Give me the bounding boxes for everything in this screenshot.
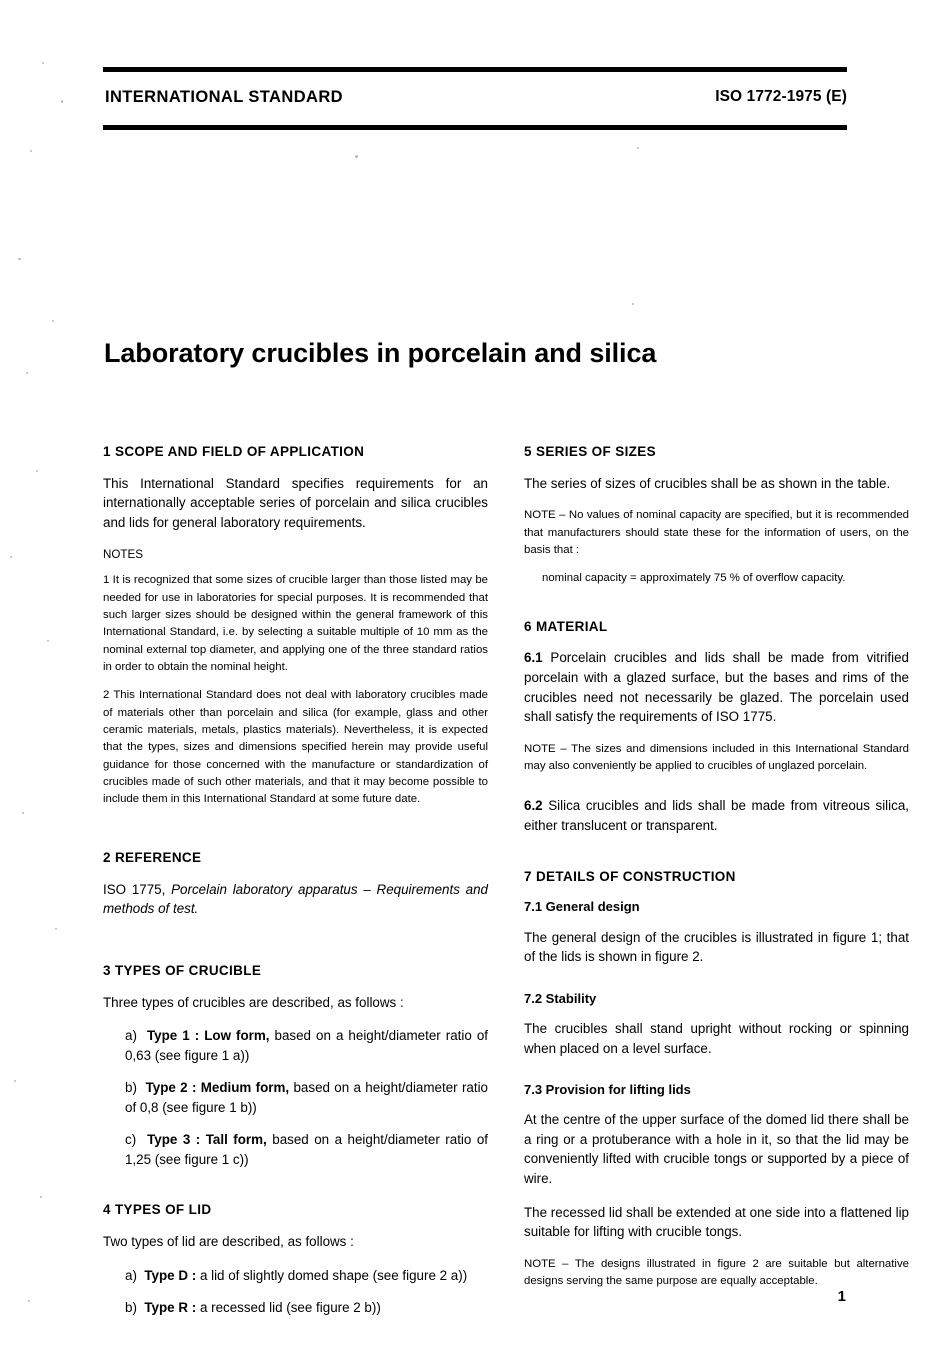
scan-speckle [26,372,28,374]
scan-speckle [28,1300,30,1302]
right-column [524,444,909,1301]
item-text: a recessed lid (see figure 2 b)) [196,1300,381,1316]
scan-speckle [36,470,38,472]
clause-number: 6.1 [524,650,543,666]
list-item [125,1078,488,1117]
section-heading-series-of-sizes: 5 SERIES OF SIZES [524,444,656,459]
clause-text: Silica crucibles and lids shall be made from vitreous silica, either translucent or transparent. [524,798,909,833]
section-heading-types-of-crucible: 3 TYPES OF CRUCIBLE [103,962,262,978]
header-rule-top [103,67,847,72]
section-heading-material: 6 MATERIAL [524,618,608,634]
scan-speckle [10,556,12,558]
item-marker: a) [125,1267,137,1283]
scan-speckle [47,640,49,642]
item-label: Type R : [144,1300,197,1316]
scan-speckle [42,62,44,64]
material-clause-6-1 [524,648,909,726]
item-label: Type 2 : Medium form, [145,1080,290,1096]
section-heading-scope: 1 SCOPE AND FIELD OF APPLICATION [103,444,365,459]
item-label: Type 1 : Low form, [146,1028,270,1044]
item-text: based on a height/diameter ratio of 0,63 (see figure 1 a)) [125,1028,488,1063]
scope-note-1: 1 It is recognized that some sizes of crucible larger than those listed may be needed for use in laboratories for special purposes. It is recommended that such larger sizes should be designed within the general framework of this International Standard, i.e. by selecting a suitable multiple of 10 mm as the nominal external top diameter, and applying one of the three standard ratios in order to obtain the nominal height. [103,574,488,673]
scope-note-2: 2 This International Standard does not deal with laboratory crucibles made of materials other than porcelain and silica (for example, glass and other ceramic materials, metals, plastics materials). Nevertheless, it is expected that the types, sizes and dimensions specified herein may provide useful guidance for those concerned with the manufacture or standardization of crucibles made of such other materials, and that it may become possible to include them in this International Standard at some future date. [103,689,488,806]
general-design-body: The general design of the crucibles is illustrated in figure 1; that of the lids is shown in figure 2. [524,929,909,965]
scan-speckle [52,320,54,322]
header-standard-label: INTERNATIONAL STANDARD [105,88,343,106]
list-item [125,1298,488,1318]
section-heading-reference: 2 REFERENCE [103,849,202,865]
header-standard-number: ISO 1772-1975 (E) [715,88,847,105]
item-marker: b) [125,1080,137,1096]
material-note: NOTE – The sizes and dimensions included in this International Standard may also conveniently be applied to crucibles of unglazed porcelain. [524,742,909,772]
page-title: Laboratory crucibles in porcelain and silica [104,338,657,369]
nominal-capacity-formula: nominal capacity = approximately 75 % of overflow capacity. [542,572,846,585]
list-item [125,1026,488,1065]
item-marker: b) [125,1300,137,1316]
section-scope-body: This International Standard specifies requirements for an internationally acceptable series of porcelain and silica crucibles and lids for general laboratory requirements. [103,475,488,530]
item-text: based on a height/diameter ratio of 1,25 (see figure 1 c)) [125,1132,488,1167]
clause-number: 6.2 [524,798,543,814]
item-label: Type 3 : Tall form, [147,1132,267,1148]
subsection-heading-lifting-lids: 7.3 Provision for lifting lids [524,1082,691,1098]
scan-speckle [355,155,358,158]
page-number: 1 [837,1288,846,1305]
item-marker: a) [125,1028,137,1044]
item-marker: c) [125,1132,137,1148]
notes-label: NOTES [103,547,143,561]
section-reference-body [103,880,488,919]
item-text: based on a height/diameter ratio of 0,8 (see figure 1 b)) [125,1080,488,1115]
series-of-sizes-body: The series of sizes of crucibles shall be as shown in the table. [524,475,891,491]
scan-speckle [18,258,21,260]
scan-speckle [22,812,24,814]
item-text: a lid of slightly domed shape (see figure 2 a)) [196,1267,468,1283]
scan-speckle [61,100,63,103]
scan-speckle [30,150,32,152]
section-heading-types-of-lid: 4 TYPES OF LID [103,1202,212,1218]
header-rule-bottom [103,125,847,130]
types-of-lid-intro: Two types of lid are described, as follows : [103,1234,354,1250]
series-of-sizes-note: NOTE – No values of nominal capacity are specified, but it is recommended that manufacturers should state these for the information of users, on the basis that : [524,509,909,557]
lifting-lids-body-1: At the centre of the upper surface of the domed lid there shall be a ring or a protuberance with a hole in it, so that the lid may be conveniently lifted with crucible tongs or supported by a piece of wire. [524,1112,909,1186]
left-column [103,444,488,1331]
reference-title: Porcelain laboratory apparatus – Requirements and methods of test. [103,881,488,917]
material-clause-6-2 [524,796,909,835]
types-of-crucible-intro: Three types of crucibles are described, as follows : [103,994,404,1010]
item-label: Type D : [144,1267,197,1283]
clause-text: Porcelain crucibles and lids shall be made from vitrified porcelain with a glazed surface, but the bases and rims of the crucibles need not necessarily be glazed. The porcelain used shall satisfy the requirements of ISO 1775. [524,650,909,725]
scan-speckle [14,1080,16,1082]
subsection-heading-general-design: 7.1 General design [524,899,640,915]
scan-speckle [40,1196,42,1198]
subsection-heading-stability: 7.2 Stability [524,990,597,1006]
lifting-lids-body-2: The recessed lid shall be extended at one side into a flattened lip suitable for lifting with crucible tongs. [524,1204,909,1240]
reference-prefix: ISO 1775, [103,881,172,897]
list-item [125,1266,488,1286]
scan-speckle [632,303,634,305]
scan-speckle [55,928,57,930]
stability-body: The crucibles shall stand upright without rocking or spinning when placed on a level surface. [524,1020,909,1056]
section-heading-details-of-construction: 7 DETAILS OF CONSTRUCTION [524,869,736,885]
lifting-lids-note: NOTE – The designs illustrated in figure 2 are suitable but alternative designs serving the same purpose are equally acceptable. [524,1257,909,1288]
list-item [125,1130,488,1169]
scan-speckle [637,147,639,149]
